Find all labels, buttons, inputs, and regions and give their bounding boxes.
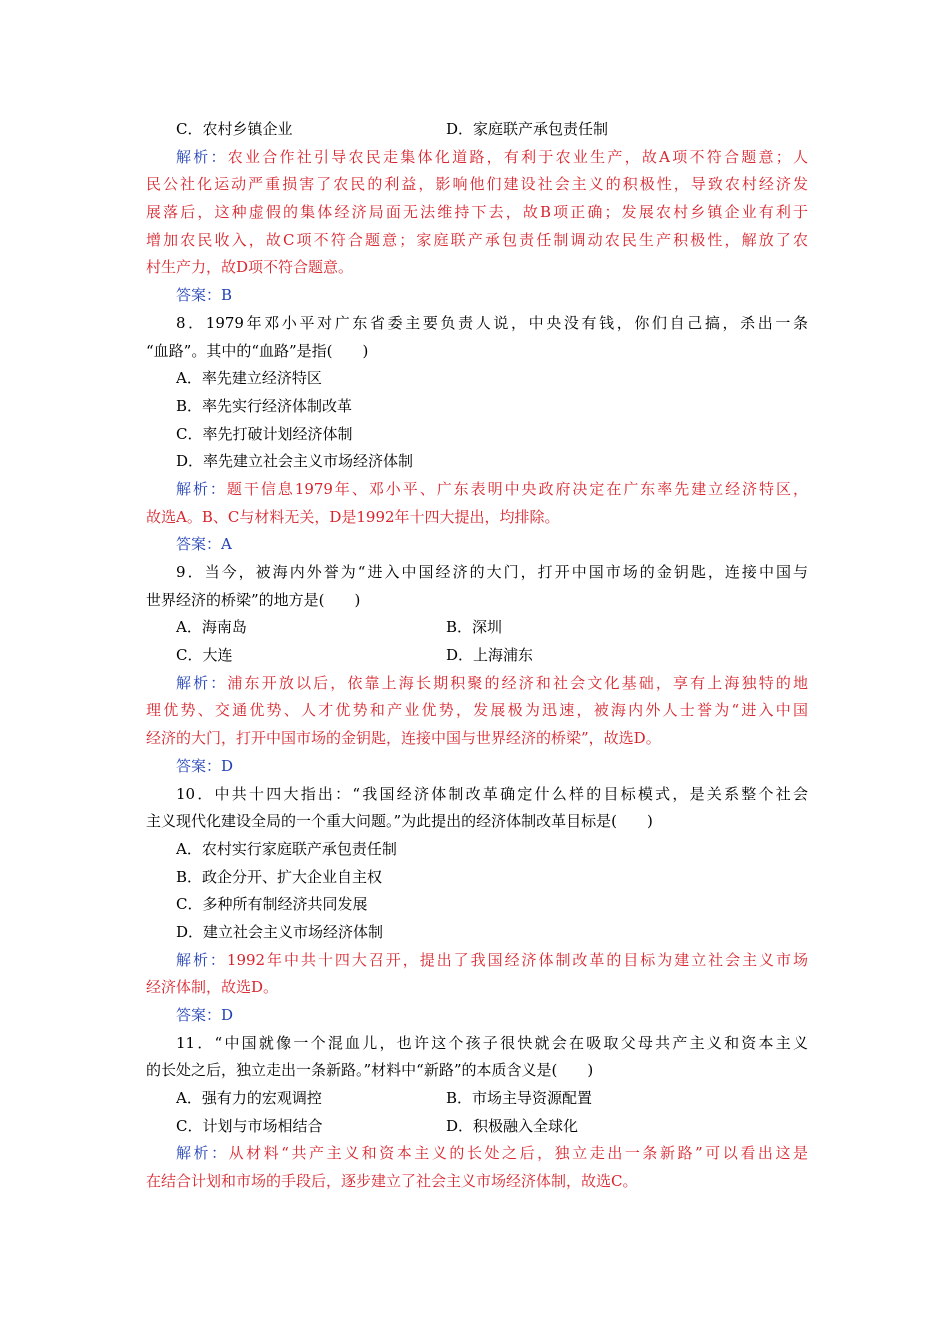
q9-option-c: C．大连	[176, 646, 233, 665]
q8-stem-line-2: “血路”。其中的“血路”是指( )	[146, 341, 369, 360]
q9-analysis-line-1: 解析：浦东开放以后，依靠上海长期积聚的经济和社会文化基础，享有上海独特的地	[176, 673, 808, 692]
q9-option-a: A．海南岛	[176, 618, 247, 637]
q11-option-d: D．积极融入全球化	[446, 1116, 579, 1135]
q7-options-row	[146, 116, 808, 144]
q10-analysis-line-1: 解析：1992年中共十四大召开，提出了我国经济体制改革的目标为建立社会主义市场	[176, 950, 808, 969]
analysis-label: 解析：	[176, 147, 228, 166]
q11-option-b: B．市场主导资源配置	[446, 1089, 593, 1108]
q7-answer: 答案：B	[176, 286, 233, 305]
q10-stem-line-1: 10．中共十四大指出：“我国经济体制改革确定什么样的目标模式，是关系整个社会	[176, 784, 808, 803]
q7-option-d: D．家庭联产承包责任制	[446, 120, 609, 138]
q11-stem-line-1: 11．“中国就像一个混血儿，也许这个孩子很快就会在吸取父母共产主义和资本主义	[176, 1033, 808, 1052]
q11-option-c: C．计划与市场相结合	[176, 1116, 323, 1135]
q10-answer: 答案：D	[176, 1006, 234, 1024]
q8-analysis-line-1: 解析：题干信息1979年、邓小平、广东表明中央政府决定在广东率先建立经济特区，	[176, 479, 808, 498]
q10-option-c: C．多种所有制经济共同发展	[176, 895, 368, 914]
q9-options-row-2	[146, 642, 808, 670]
q8-option-c: C．率先打破计划经济体制	[176, 424, 353, 443]
q8-analysis-line-2: 故选A。B、C与材料无关，D是1992年十四大提出，均排除。	[146, 507, 560, 526]
q9-analysis-line-3: 经济的大门，打开中国市场的金钥匙，连接中国与世界经济的桥梁”，故选D。	[146, 729, 661, 748]
q11-stem-line-2: 的长处之后，独立走出一条新路。”材料中“新路”的本质含义是( )	[146, 1061, 594, 1080]
analysis-label: 解析：	[176, 673, 228, 692]
q7-analysis-line-3: 展落后，这种虚假的集体经济局面无法维持下去，故B项正确；发展农村乡镇企业有利于	[146, 203, 808, 222]
q10-option-a: A．农村实行家庭联产承包责任制	[176, 839, 397, 858]
q9-option-b: B．深圳	[446, 618, 503, 637]
q9-options-row-1	[146, 614, 808, 642]
q8-stem-line-1: 8．1979年邓小平对广东省委主要负责人说，中央没有钱，你们自己搞，杀出一条	[176, 313, 808, 332]
q10-analysis-line-2: 经济体制，故选D。	[146, 978, 279, 997]
q10-stem-line-2: 主义现代化建设全局的一个重大问题。”为此提出的经济体制改革目标是( )	[146, 812, 653, 831]
q7-analysis-line-2: 民公社化运动严重损害了农民的利益，影响他们建设社会主义的积极性，导致农村经济发	[146, 175, 808, 194]
q11-option-a: A．强有力的宏观调控	[176, 1089, 322, 1108]
q8-option-a: A．率先建立经济特区	[176, 369, 322, 388]
q7-analysis-line-4: 增加农民收入，故C项不符合题意；家庭联产承包责任制调动农民生产积极性，解放了农	[146, 230, 808, 249]
q11-analysis-line-2: 在结合计划和市场的手段后，逐步建立了社会主义市场经济体制，故选C。	[146, 1172, 638, 1191]
q9-answer: 答案：D	[176, 756, 234, 775]
q11-options-row-1	[146, 1085, 808, 1113]
analysis-label: 解析：	[176, 950, 227, 969]
q7-analysis-line-5: 村生产力，故D项不符合题意。	[146, 258, 354, 277]
analysis-label: 解析：	[176, 479, 227, 498]
q8-answer: 答案：A	[176, 535, 232, 554]
q10-option-b: B．政企分开、扩大企业自主权	[176, 867, 383, 886]
q8-option-d: D．率先建立社会主义市场经济体制	[176, 452, 414, 471]
q11-analysis-line-1: 解析：从材料“共产主义和资本主义的长处之后，独立走出一条新路”可以看出这是	[176, 1144, 808, 1163]
q11-options-row-2	[146, 1113, 808, 1141]
q10-option-d: D．建立社会主义市场经济体制	[176, 922, 384, 941]
q8-option-b: B．率先实行经济体制改革	[176, 396, 353, 415]
q9-stem-line-2: 世界经济的桥梁”的地方是( )	[146, 590, 361, 609]
analysis-label: 解析：	[176, 1144, 229, 1163]
q9-analysis-line-2: 理优势、交通优势、人才优势和产业优势，发展极为迅速，被海内外人士誉为“进入中国	[146, 701, 808, 720]
document-page	[146, 116, 808, 1196]
q7-analysis-line-1: 解析：农业合作社引导农民走集体化道路，有利于农业生产，故A项不符合题意；人	[176, 147, 808, 166]
q7-option-c: C．农村乡镇企业	[176, 120, 293, 138]
q9-option-d: D．上海浦东	[446, 646, 534, 665]
q9-stem-line-1: 9．当今，被海内外誉为“进入中国经济的大门，打开中国市场的金钥匙，连接中国与	[176, 563, 808, 581]
